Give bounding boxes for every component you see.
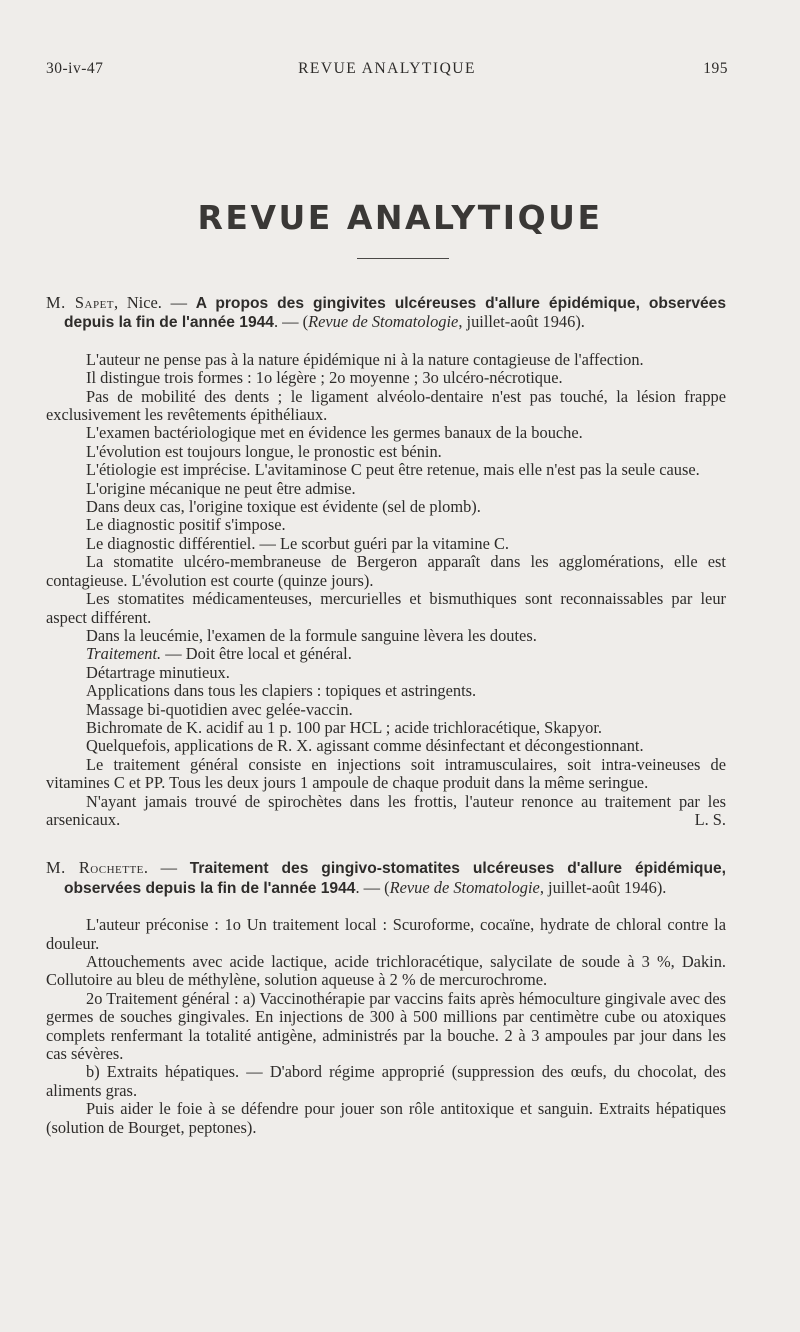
paragraph: L'examen bactériologique met en évidence les germes banaux de la bouche. [86,423,583,443]
spacer [46,829,726,859]
entry2-paragraphs [46,916,726,1137]
last-paragraph [46,793,726,830]
paragraph: Le traitement général consiste en injections soit intramusculaires, soit intra-veineuses de vitamines C et PP. Tous les deux jours 1 ampoule de chaque produit dans la même seringue. [46,754,726,793]
paragraph: L'origine mécanique ne peut être admise. [86,478,356,498]
treatment-label: Traitement. [86,644,162,664]
paragraph: Le diagnostic positif s'impose. [86,515,286,535]
paragraph: Applications dans tous les clapiers : topiques et astringents. [86,681,477,701]
page-number: 195 [703,60,728,77]
signature: L. S. [694,809,726,829]
entry2-sep: . — ( [355,877,390,897]
paragraph: L'auteur ne pense pas à la nature épidémique ni à la nature contagieuse de l'affection. [86,349,644,369]
paragraph: Le diagnostic différentiel. — Le scorbut guéri par la vitamine C. [86,533,509,553]
paragraph: L'évolution est toujours longue, le pronostic est bénin. [86,441,442,461]
entry2-date: , juillet-août 1946). [539,877,667,897]
treatment-text: — Doit être local et général. [161,644,352,664]
entry2-title: Traitement des gingivo-stomatites ulcéreuses d'allure épidémique, observées depuis la fin de l'année 1944 [64,860,726,897]
entry1-place: , Nice. — [114,293,196,312]
paragraph: Détartrage minutieux. [86,662,230,682]
last-paragraph-text: N'ayant jamais trouvé de spirochètes dans les frottis, l'auteur renonce au traitement par les arsenicaux. [46,791,726,829]
paragraph: Massage bi-quotidien avec gelée-vaccin. [86,699,353,719]
entry1-heading [46,294,726,333]
paragraph: b) Extraits hépatiques. — D'abord régime approprié (suppression des œufs, du chocolat, des aliments gras. [46,1062,726,1100]
title-rule [357,258,449,259]
paragraph: Dans la leucémie, l'examen de la formule sanguine lèvera les doutes. [86,625,537,645]
entry1-paragraphs [46,351,726,830]
section-title: REVUE ANALYTIQUE [197,198,603,237]
paragraph: Les stomatites médicamenteuses, mercurielles et bismuthiques sont reconnaissables par leur aspect différent. [46,589,726,627]
paragraph: 2o Traitement général : a) Vaccinothérapie par vaccins faits après hémoculture gingivale avec des germes de souches gingivales. En injections de 300 à 500 millions par centimètre cube ou atoxiques complets renfermant la totalité antigène, administrés par la bouche. 2 à 3 ampoules par jour dans les cas sévères. [46,988,726,1064]
paragraph: L'étiologie est imprécise. L'avitaminose C peut être retenue, mais elle n'est pas la seule cause. [86,460,700,480]
running-title: REVUE ANALYTIQUE [298,60,476,77]
entry1-sep: . — ( [273,312,309,332]
paragraph: Pas de mobilité des dents ; le ligament alvéolo-dentaire n'est pas touché, la lésion frappe exclusivement les revêtements épithéliaux. [46,386,726,425]
paragraph: La stomatite ulcéro-membraneuse de Bergeron apparaît dans les agglomérations, elle est contagieuse. L'évolution est courte (quinze jours). [46,552,726,590]
issue-date: 30-iv-47 [46,60,104,77]
article-body [46,294,726,1137]
paragraph: L'auteur préconise : 1o Un traitement local : Scuroforme, cocaïne, hydrate de chloral contre la douleur. [46,915,726,953]
treatment-paragraph [46,645,726,663]
paragraph: Quelquefois, applications de R. X. agissant comme désinfectant et décongestionnant. [86,736,644,756]
entry1-author: M. Sapet [46,293,115,312]
entry1-journal: Revue de Stomatologie [308,312,459,332]
paragraph: Puis aider le foie à se défendre pour jouer son rôle antitoxique et sanguin. Extraits hépatiques (solution de Bourget, peptones). [46,1099,726,1137]
paragraph: Attouchements avec acide lactique, acide trichloracétique, salycilate de soude à 3 %, Dakin. Collutoire au bleu de méthylène, solution aqueuse à 2 % de mercurochrome. [46,952,726,990]
entry2-place: . — [143,858,190,878]
paragraph: Il distingue trois formes : 1o légère ; 2o moyenne ; 3o ulcéro-nécrotique. [86,368,563,388]
entry2-author: M. Rochette [46,858,144,878]
paragraph: Dans deux cas, l'origine toxique est évidente (sel de plomb). [86,497,481,517]
entry2-journal: Revue de Stomatologie [389,877,540,897]
entry1-date: , juillet-août 1946). [458,312,585,332]
spacer [46,898,726,916]
spacer [46,333,726,351]
entry1-title: A propos des gingivites ulcéreuses d'allure épidémique, observées depuis la fin de l'année 1944 [64,295,727,332]
paragraph: Bichromate de K. acidif au 1 p. 100 par HCL ; acide trichloracétique, Skapyor. [86,717,602,737]
entry2-heading [46,859,726,898]
